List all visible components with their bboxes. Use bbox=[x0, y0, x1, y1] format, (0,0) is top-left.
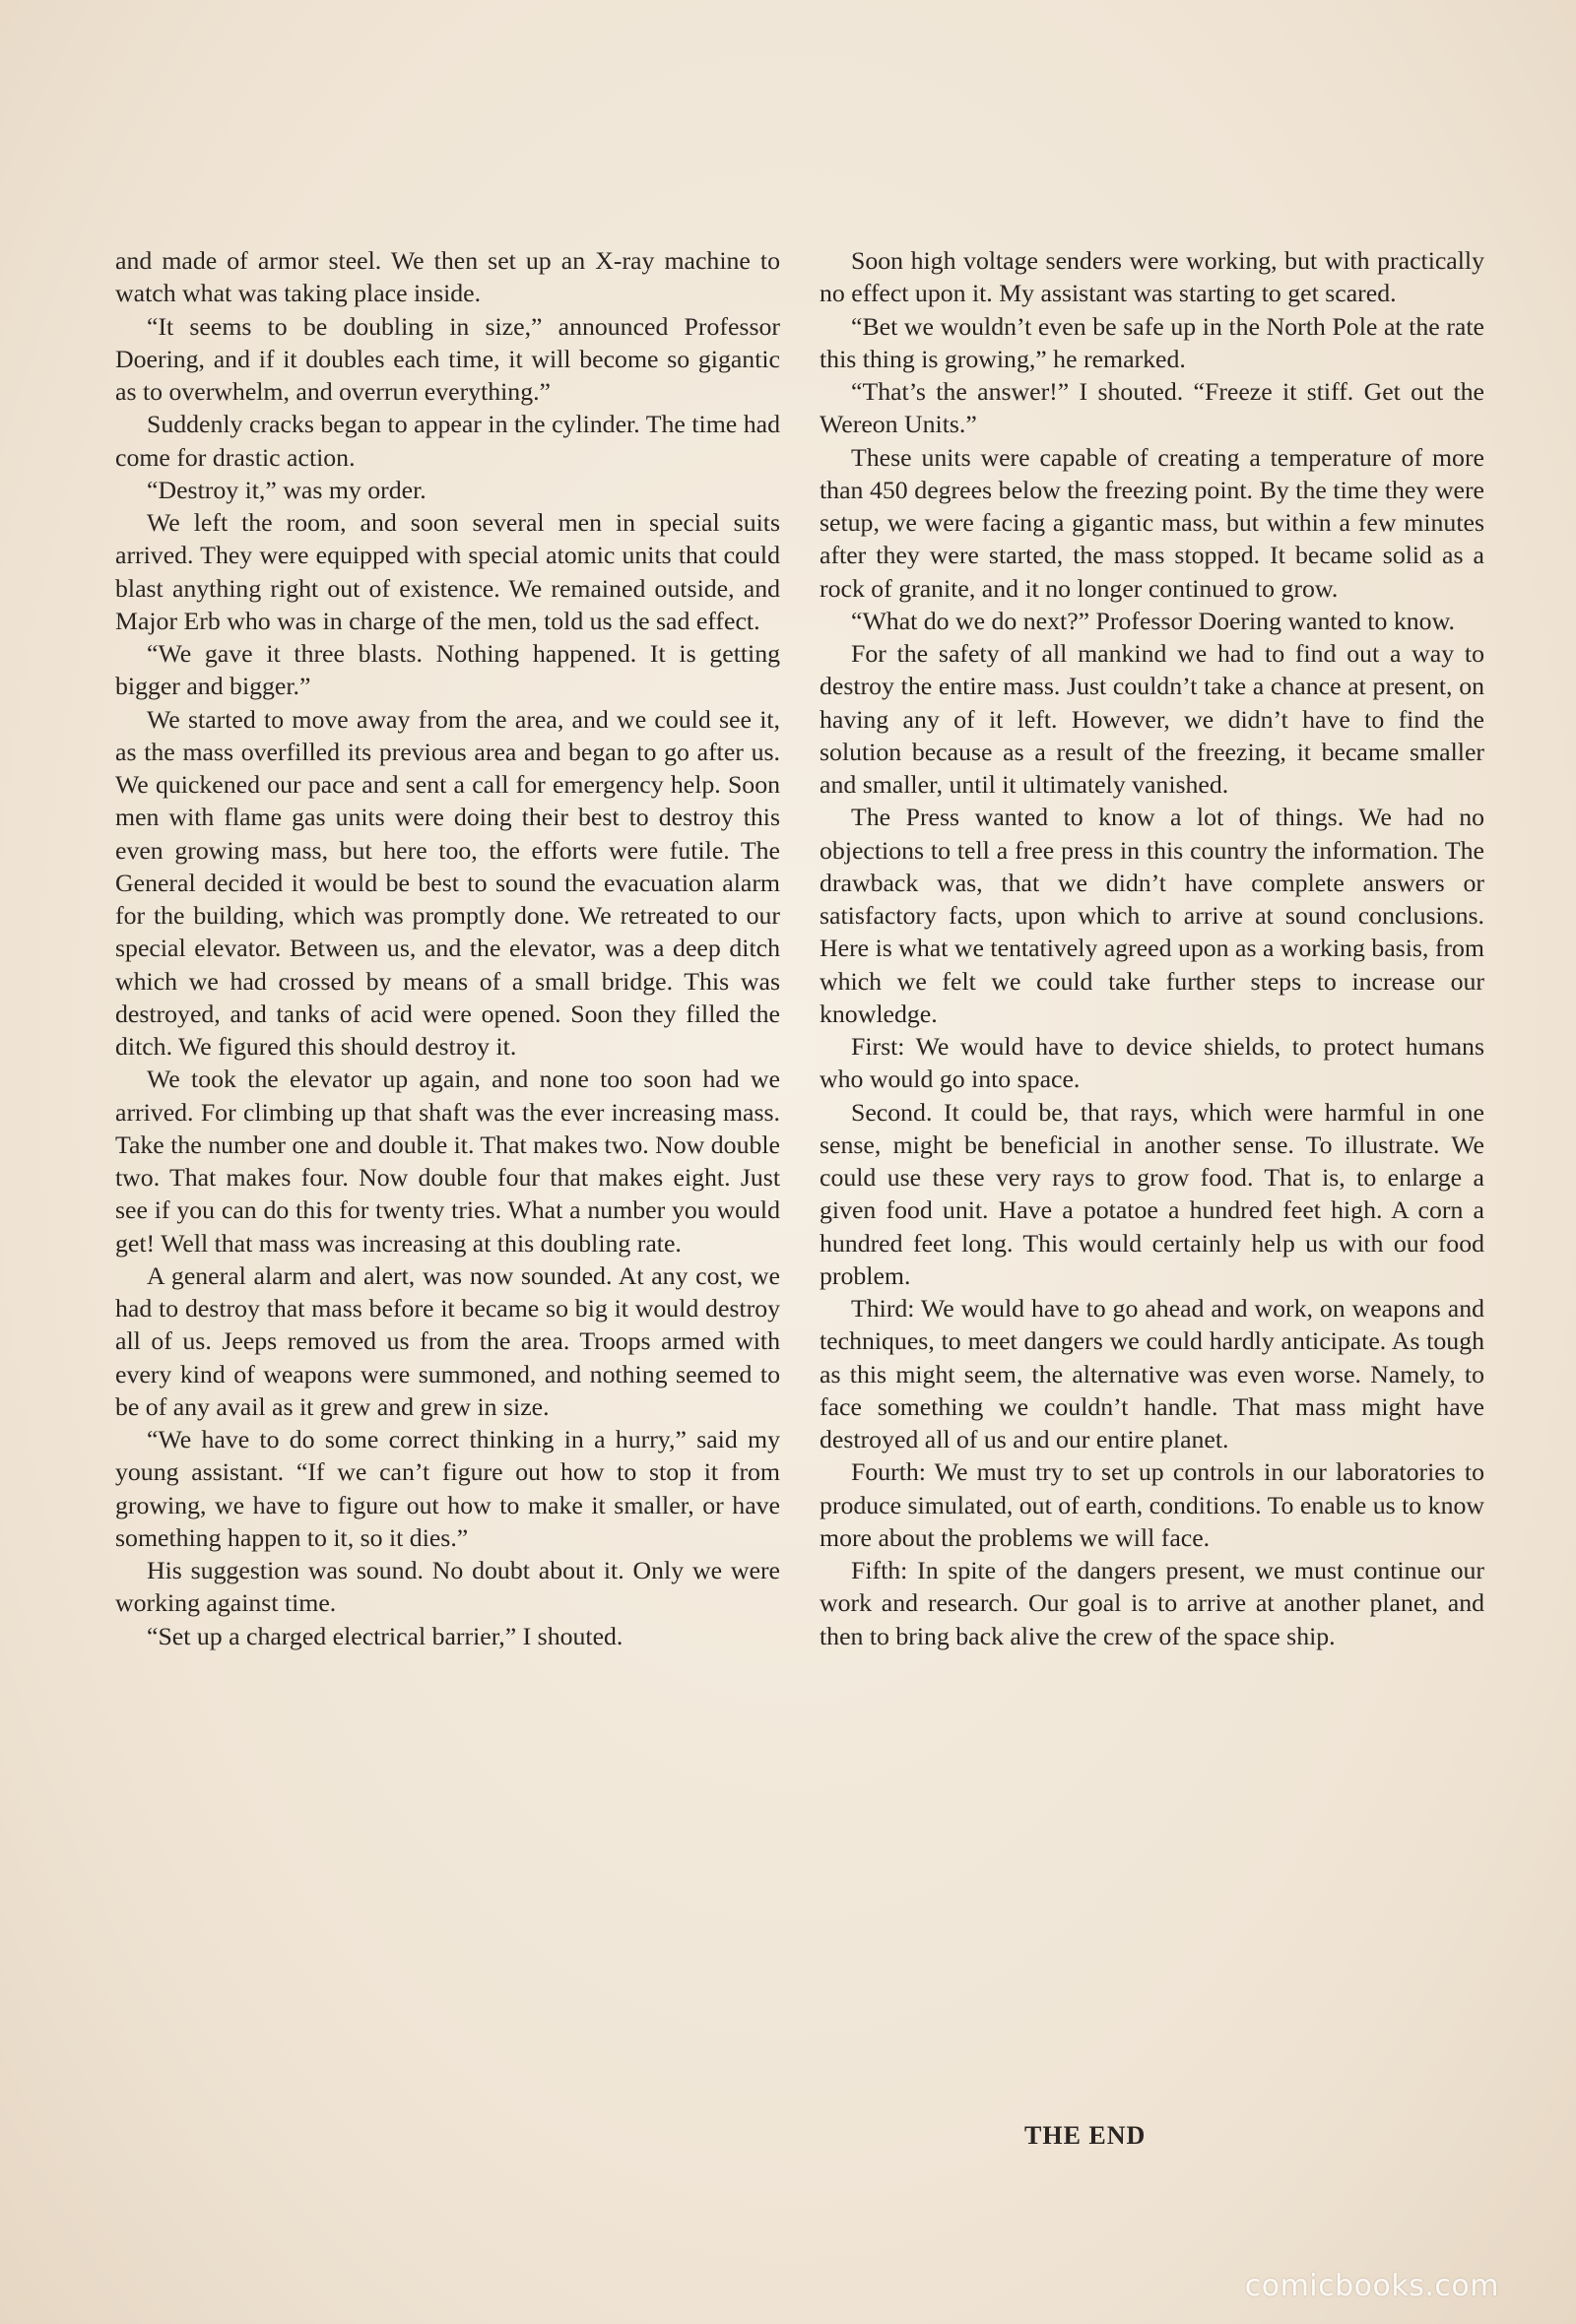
paragraph: The Press wanted to know a lot of things. We had no objections to tell a free press in this country the information. The drawback was, that we didn’t have complete answers or satisfactory facts, upon which to arrive at sound conclusions. Here is what we tentatively agreed upon as a working basis, from which we felt we could take further steps to increase our knowledge. bbox=[820, 803, 1484, 1028]
paragraph: Fourth: We must try to set up controls in our laboratories to produce simulated, out of earth, conditions. To enable us to know more about the problems we will face. bbox=[820, 1457, 1484, 1552]
the-end-label: THE END bbox=[1024, 2121, 1147, 2150]
paragraph: and made of armor steel. We then set up an X-ray machine to watch what was taking place inside. bbox=[115, 246, 780, 308]
paragraph: These units were capable of creating a temperature of more than 450 degrees below the freezing point. By the time they were setup, we were facing a gigantic mass, but within a few minutes after they were started, the mass stopped. It became solid as a rock of granite, and it no longer continued to grow. bbox=[820, 442, 1484, 603]
paragraph: “We gave it three blasts. Nothing happened. It is getting bigger and bigger.” bbox=[115, 639, 780, 701]
paragraph: “Bet we wouldn’t even be safe up in the North Pole at the rate this thing is growing,” he remarked. bbox=[820, 311, 1484, 373]
paragraph: Third: We would have to go ahead and work, on weapons and techniques, to meet dangers we could hardly anticipate. As tough as this might seem, the alternative was even worse. Namely, to face something we couldn’t handle. That mass might have destroyed all of us and our entire planet. bbox=[820, 1294, 1484, 1453]
paragraph: We started to move away from the area, and we could see it, as the mass overfilled its previous area and began to go after us. We quickened our pace and sent a call for emergency help. Soon men with flame gas units were doing their best to destroy this even growing mass, but here too, the efforts were futile. The General decided it would be best to sound the evacuation alarm for the building, which was promptly done. We retreated to our special elevator. Between us, and the elevator, was a deep ditch which we had crossed by means of a small bridge. This was destroyed, and tanks of acid were opened. Soon they filled the ditch. We figured this should destroy it. bbox=[115, 704, 780, 1061]
watermark: comicbooks.com bbox=[1244, 2269, 1499, 2303]
paragraph: “Destroy it,” was my order. bbox=[147, 475, 427, 504]
paragraph: “We have to do some correct thinking in a hurry,” said my young assistant. “If we can’t figure out how to stop it from growing, we have to figure out how to make it smaller, or have something happen to it, so it dies.” bbox=[115, 1425, 780, 1552]
paragraph: Second. It could be, that rays, which were harmful in one sense, might be beneficial in another sense. To illustrate. We could use these very rays to grow food. That is, to enlarge a given food unit. Have a potatoe a hundred feet high. A corn a hundred feet long. This would certainly help us with our food problem. bbox=[820, 1097, 1484, 1290]
paragraph: For the safety of all mankind we had to find out a way to destroy the entire mass. Just couldn’t take a chance at present, on having any of it left. However, we didn’t have to find the solution because as a result of the freezing, it became smaller and smaller, until it ultimately vanished. bbox=[820, 639, 1484, 799]
paragraph: “It seems to be doubling in size,” announced Professor Doering, and if it doubles each time, it will become so gigantic as to overwhelm, and overrun everything.” bbox=[115, 311, 780, 406]
paragraph: Fifth: In spite of the dangers present, we must continue our work and research. Our goal is to arrive at another planet, and then to bring back alive the crew of the space ship. bbox=[820, 1556, 1484, 1650]
paragraph: A general alarm and alert, was now sounded. At any cost, we had to destroy that mass before it became so big it would destroy all of us. Jeeps removed us from the area. Troops armed with every kind of weapons were summoned, and nothing seemed to be of any avail as it grew and grew in size. bbox=[115, 1260, 780, 1421]
left-column bbox=[115, 244, 780, 1652]
paragraph: Soon high voltage senders were working, but with practically no effect upon it. My assistant was starting to get scared. bbox=[820, 246, 1484, 308]
paragraph: We left the room, and soon several men in special suits arrived. They were equipped with special atomic units that could blast anything right out of existence. We remained outside, and Major Erb who was in charge of the men, told us the sad effect. bbox=[115, 508, 780, 635]
paragraph: First: We would have to device shields, to protect humans who would go into space. bbox=[820, 1032, 1484, 1094]
paragraph: “What do we do next?” Professor Doering wanted to know. bbox=[851, 606, 1455, 635]
paragraph: “That’s the answer!” I shouted. “Freeze it stiff. Get out the Wereon Units.” bbox=[820, 377, 1484, 439]
right-column bbox=[820, 244, 1484, 1652]
paragraph: Suddenly cracks began to appear in the cylinder. The time had come for drastic action. bbox=[115, 410, 780, 472]
paragraph: “Set up a charged electrical barrier,” I shouted. bbox=[147, 1621, 624, 1650]
paragraph: His suggestion was sound. No doubt about it. Only we were working against time. bbox=[115, 1556, 780, 1618]
paragraph: We took the elevator up again, and none too soon had we arrived. For climbing up that shaft was the ever increasing mass. Take the number one and double it. That makes two. Now double two. That makes four. Now double four that makes eight. Just see if you can do this for twenty tries. What a number you would get! Well that mass was increasing at this doubling rate. bbox=[115, 1065, 780, 1258]
